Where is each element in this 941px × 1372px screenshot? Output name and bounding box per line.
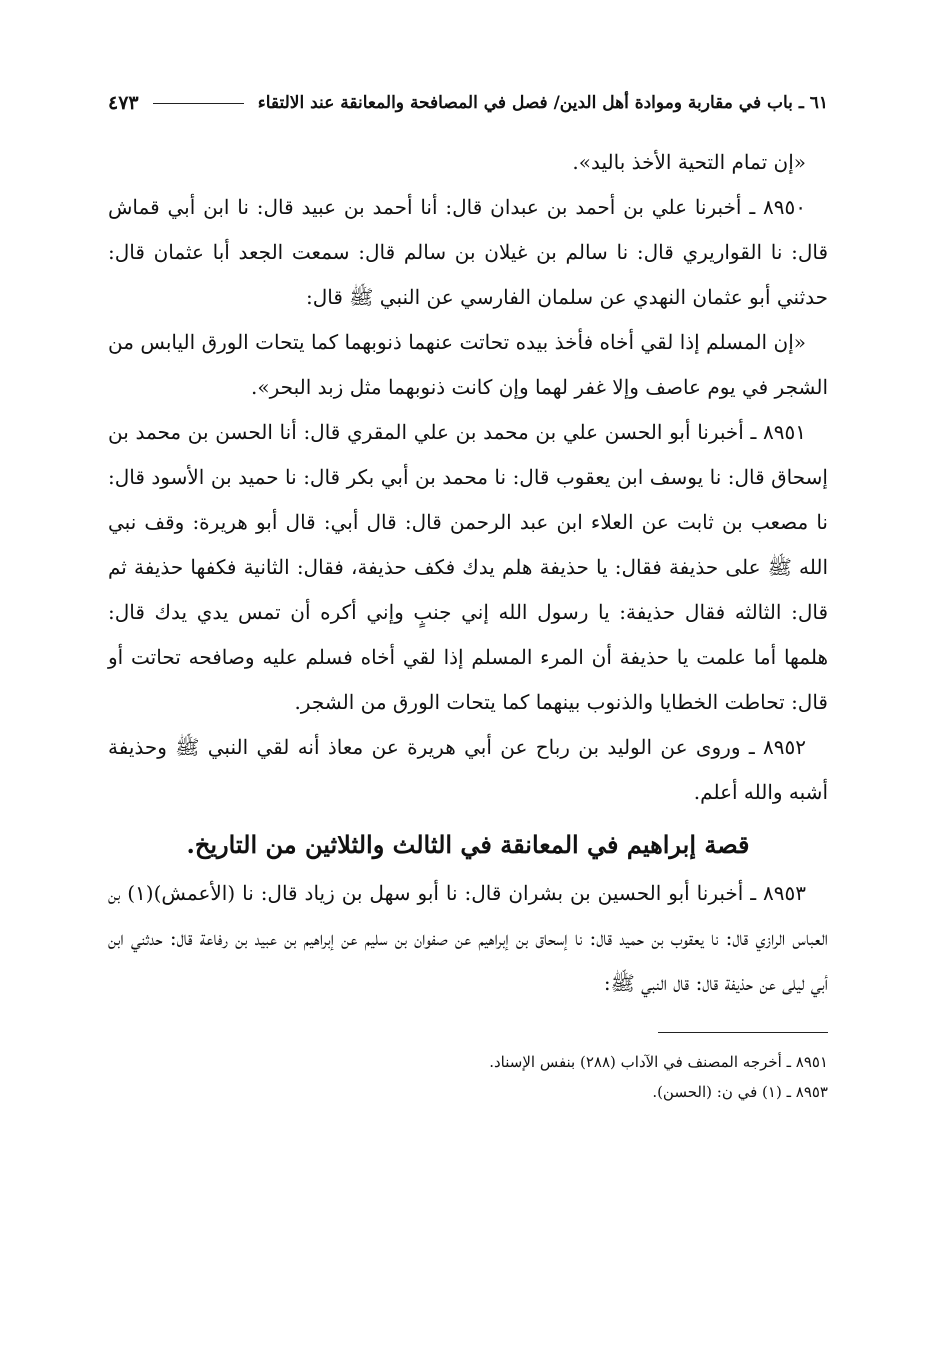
footnote-8951: ٨٩٥١ ـ أخرجه المصنف في الآداب (٢٨٨) بنفس الإسناد. [489,1053,828,1071]
section-heading: قصة إبراهيم في المعانقة في الثالث والثلاثين من التاريخ. [186,830,750,859]
footnote-8953: ٨٩٥٣ ـ (١) في ن: (الحسن). [652,1083,828,1101]
book-page [108,88,828,1107]
hadith-8952: ٨٩٥٢ ـ وروى عن الوليد بن رباح عن أبي هريرة عن معاذ أنه لقي النبي ﷺ وحذيفة أشبه والله أعلم. [108,735,828,804]
page-number: ٤٧٣ [108,92,139,114]
hadith-8953: ٨٩٥٣ ـ أخبرنا أبو الحسين بن بشران قال: نا أبو سهل بن زياد قال: نا (الأعمش)(١) بن العباس الرازي قال: نا يعقوب بن حميد قال: نا إسحاق بن إبراهيم عن صفوان بن سليم عن إبراهيم بن عبيد بن رفاعة قال: حدثني ابن أبي ليلى عن حذيفة قال: قال النبي ﷺ: [108,881,828,995]
footnotes [108,1047,828,1107]
footnote-divider [658,1032,828,1033]
hadith-8951: ٨٩٥١ ـ أخبرنا أبو الحسن علي بن محمد بن علي المقري قال: أنا الحسن بن محمد بن إسحاق قال: نا يوسف ابن يعقوب قال: نا محمد بن أبي بكر قال: نا حميد بن الأسود قال: نا مصعب بن ثابت عن العلاء ابن عبد الرحمن قال: قال أبي: قال أبو هريرة: وقف نبي الله ﷺ على حذيفة فقال: يا حذيفة هلم يدك فكف حذيفة، فقال: الثانية فكفها حذيفة ثم قال: الثالثه فقال حذيفة: يا رسول الله إني جنبٍ وإني أكره أن تمس يدي يدك قال: هلمها أما علمت يا حذيفة أن المرء المسلم إذا لقي أخاه فسلم عليه وصافحه تحاتت أو قال: تحاطت الخطايا والذنوب بينهما كما يتحات الورق من الشجر. [108,420,828,714]
hadith-8950: ٨٩٥٠ ـ أخبرنا علي بن أحمد بن عبدان قال: أنا أحمد بن عبيد قال: نا ابن أبي قماش قال: نا القواريري قال: نا سالم بن غيلان بن سالم قال: سمعت الجعد أبا عثمان قال: حدثني أبو عثمان النهدي عن سلمان الفارسي عن النبي ﷺ قال: [108,195,828,309]
chapter-title: ٦١ ـ باب في مقاربة وموادة أهل الدين/ فصل في المصافحة والمعانقة عند الالتقاء [257,93,828,113]
quote-paragraph: «إن تمام التحية الأخذ باليد». [572,150,806,174]
main-text [108,140,828,1006]
header-rule [153,103,244,104]
quote-paragraph: «إن المسلم إذا لقي أخاه فأخذ بيده تحاتت عنهما ذنوبهما كما يتحات الورق اليابس من الشجر في يوم عاصف وإلا غفر لهما وإن كانت ذنوبهما مثل زبد البحر». [108,330,828,399]
running-header [108,88,828,118]
